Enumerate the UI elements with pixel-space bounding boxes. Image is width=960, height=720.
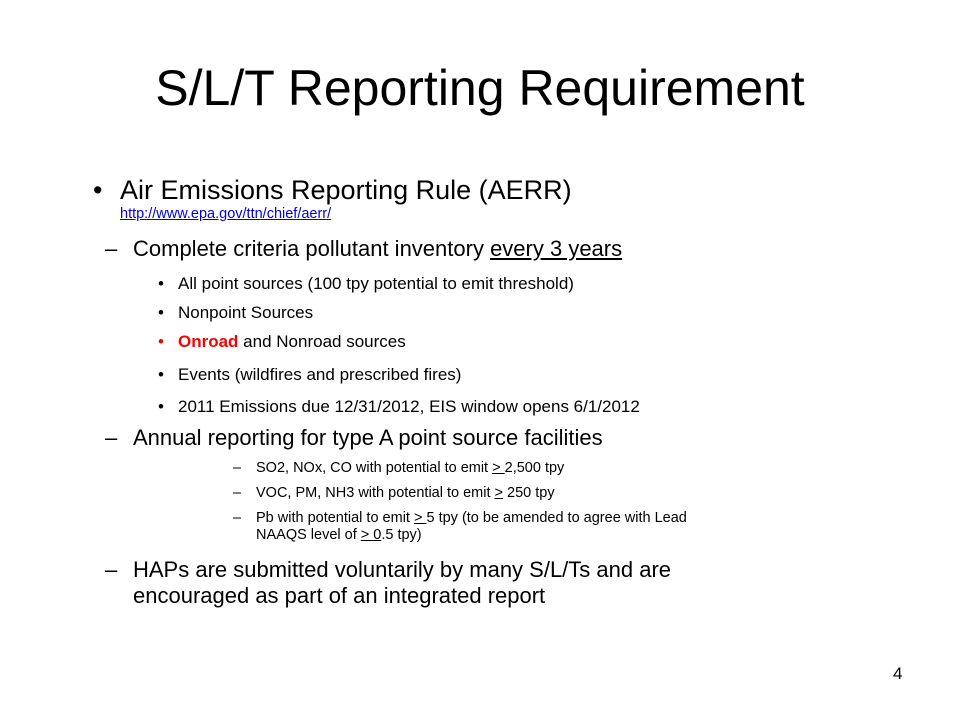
- threshold-value: .5 tpy): [381, 527, 422, 543]
- slide-title: S/L/T Reporting Requirement: [155, 60, 805, 116]
- threshold-value: 2,500 tpy: [504, 460, 565, 476]
- threshold-symbol: >: [492, 460, 505, 476]
- bullet-dot: •: [158, 365, 164, 384]
- threshold-item-continued: [256, 527, 422, 544]
- bullet-dot: •: [158, 274, 164, 293]
- criteria-text: Complete criteria pollutant inventory: [133, 236, 491, 261]
- threshold-value: 250 tpy: [503, 485, 555, 501]
- bullet-dot: •: [158, 332, 164, 351]
- threshold-value: 5 tpy (to be amended to agree with Lead: [426, 510, 687, 526]
- list-item: Events (wildfires and prescribed fires): [178, 365, 462, 384]
- criteria-emphasis: every 3 years: [490, 236, 623, 261]
- list-item: 2011 Emissions due 12/31/2012, EIS window opens 6/1/2012: [178, 397, 640, 416]
- annual-heading: Annual reporting for type A point source facilities: [133, 425, 603, 450]
- threshold-text: SO2, NOx, CO with potential to emit: [256, 460, 493, 476]
- threshold-text: NAAQS level of: [256, 527, 361, 543]
- onroad-rest: and Nonroad sources: [238, 332, 406, 351]
- haps-line-2: encouraged as part of an integrated report: [133, 583, 546, 608]
- criteria-heading: [133, 236, 622, 262]
- dash-marker: –: [233, 510, 242, 526]
- bullet-dot: •: [93, 175, 103, 205]
- dash-marker: –: [233, 485, 242, 501]
- threshold-symbol: >: [494, 485, 503, 501]
- threshold-item: [256, 485, 555, 502]
- haps-line-1: HAPs are submitted voluntarily by many S/L/Ts and are: [133, 557, 672, 582]
- aerr-heading: Air Emissions Reporting Rule (AERR): [120, 175, 572, 205]
- page-number: 4: [893, 664, 903, 683]
- threshold-symbol: > 0: [360, 527, 382, 543]
- list-item: [178, 331, 406, 352]
- dash-marker: –: [105, 557, 118, 582]
- threshold-text: VOC, PM, NH3 with potential to emit: [256, 485, 495, 501]
- threshold-symbol: >: [413, 510, 427, 526]
- aerr-link[interactable]: http://www.epa.gov/ttn/chief/aerr/: [120, 206, 332, 222]
- onroad-highlight: Onroad: [178, 332, 239, 351]
- list-item: Nonpoint Sources: [178, 303, 314, 322]
- dash-marker: –: [105, 425, 118, 450]
- bullet-dot: •: [158, 303, 164, 322]
- bullet-dot: •: [158, 397, 164, 416]
- dash-marker: –: [233, 460, 242, 476]
- threshold-text: Pb with potential to emit: [256, 510, 414, 526]
- dash-marker: –: [105, 236, 118, 261]
- threshold-item: [256, 460, 564, 477]
- threshold-item: [256, 510, 687, 527]
- list-item: All point sources (100 tpy potential to emit threshold): [178, 274, 574, 293]
